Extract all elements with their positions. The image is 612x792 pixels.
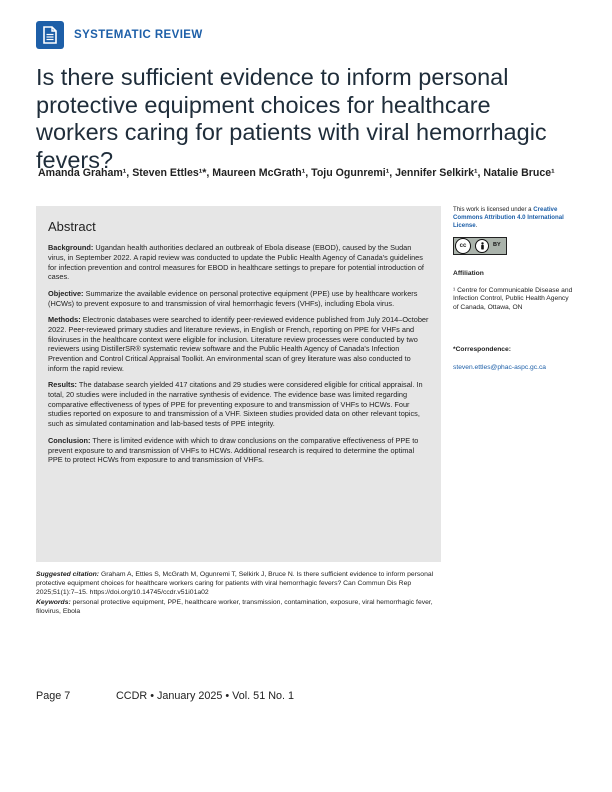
article-title: Is there sufficient evidence to inform personal protective equipment choices for healthcare workers caring for patients with viral hemorrhagic fevers?	[36, 64, 547, 174]
methods-text: Electronic databases were searched to identify peer-reviewed evidence published from July 2014–October 2022. Peer-reviewed primary studies and literature reviews, in English or French, reporting on PPE for VHFs and filoviruses in the healthcare context were eligible for inclusion. Literature review processes were conducted by two reviewers using DistillerSR® systematic review software and the Public Health Agency of Canada's Infection Prevention and Control Critical Appraisal Toolkit. An environmental scan of grey literature was also conducted to inform the rapid review.	[48, 315, 429, 373]
person-icon	[475, 239, 489, 253]
suggested-citation	[36, 570, 453, 598]
conclusion-text: There is limited evidence with which to draw conclusions on the comparative effectiveness of PPE to prevent exposure to and transmission of VHFs to HCWs. Additional research is required to determine the optimal PPE to protect HCWs from exposure to and transmission of VHFs.	[48, 435, 419, 465]
section-label: SYSTEMATIC REVIEW	[74, 29, 203, 41]
objective-lead: Objective:	[48, 288, 84, 298]
abstract-objective	[48, 289, 429, 308]
license-prefix: This work is licensed under a	[453, 206, 534, 213]
background-lead: Background:	[48, 243, 94, 253]
abstract-box	[36, 206, 441, 562]
keywords-label: Keywords:	[36, 598, 71, 606]
license-link[interactable]: Creative Commons Attribution 4.0 International License	[453, 206, 564, 230]
cc-by-badge[interactable]	[453, 237, 507, 255]
results-text: The database search yielded 417 citations and 29 studies were considered eligible for critical appraisal. In total, 20 studies were included in the narrative synthesis of evidence. The evidence base was limited regarding comparative effectiveness of types of PPE for preventing exposure to and transmission of VHFs to HCWs. Four studies reported on exposure to and transmission of a VHF. Sixteen studies provided data on other relevant topics, such as simulated contamination and lab-based tests of PPE integrity.	[48, 380, 423, 429]
correspondence-email[interactable]: steven.ettles@phac-aspc.gc.ca	[453, 363, 547, 371]
rail-spacer	[453, 562, 576, 632]
article-meta	[36, 562, 453, 632]
objective-text: Summarize the available evidence on personal protective equipment (PPE) use by healthcare workers (HCWs) to prevent exposure to and transmission of viral hemorrhagic fevers (VHFs), including Ebola virus.	[48, 288, 418, 308]
citation-label: Suggested citation:	[36, 571, 100, 578]
article-header	[36, 14, 576, 56]
correspondence-heading: *Correspondence:	[453, 345, 511, 353]
abstract-methods	[48, 315, 429, 373]
affiliation-text: ¹ Centre for Communicable Disease and Infection Control, Public Health Agency of Canada, Ottawa, ON	[453, 286, 573, 312]
affiliation-heading: Affiliation	[453, 269, 484, 277]
abstract-background	[48, 243, 429, 282]
conclusion-lead: Conclusion:	[48, 435, 91, 445]
by-label: BY	[493, 241, 501, 248]
methods-lead: Methods:	[48, 315, 81, 325]
abstract-results	[48, 380, 429, 428]
keywords	[36, 598, 453, 616]
results-lead: Results:	[48, 380, 77, 390]
journal-issue: CCDR • January 2025 • Vol. 51 No. 1	[116, 690, 295, 702]
document-icon	[36, 21, 64, 49]
citation-text: Graham A, Ettles S, McGrath M, Ogunremi T, Selkirk J, Bruce N. Is there sufficient evidence to inform personal protective equipment choices for healthcare workers caring for patients with viral hemorrhagic fevers? Can Commun Dis Rep 2025;51(1):7–15. https://doi.org/10.14745/ccdr.v51i01a02	[36, 571, 434, 597]
keywords-text: personal protective equipment, PPE, healthcare worker, transmission, contamination, exposure, viral hemorrhagic fever, filovirus, Ebola	[36, 598, 433, 615]
abstract-conclusion	[48, 436, 429, 465]
license-suffix: .	[475, 222, 478, 230]
author-list: Amanda Graham¹, Steven Ettles¹*, Maureen McGrath¹, Toju Ogunremi¹, Jennifer Selkirk¹, Natalie Bruce¹	[38, 167, 555, 179]
cc-icon: cc	[455, 238, 471, 254]
background-text: Ugandan health authorities declared an outbreak of Ebola disease (EBOD), caused by the Sudan virus, in September 2022. A rapid review was conducted to update the Public Health Agency of Canada's guidelines for infection prevention and control measures for EBOD in healthcare settings to prepare for potential introduction of cases.	[48, 243, 424, 282]
page-number: Page 7	[36, 690, 71, 702]
abstract-heading: Abstract	[48, 219, 96, 234]
license-note	[453, 206, 576, 231]
page-footer	[36, 684, 576, 714]
right-rail	[453, 206, 576, 562]
